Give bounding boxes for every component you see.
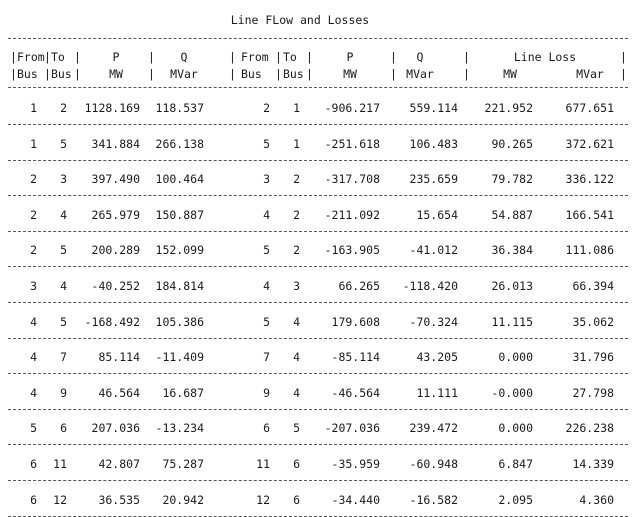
cell-loss-mw: 54.887 [491, 207, 533, 222]
cell-from-bus-2: 3 [263, 172, 270, 187]
cell-from-bus-2: 6 [263, 421, 270, 436]
cell-loss-mvar: 14.339 [572, 457, 614, 471]
cell-q-mvar-2: 239.472 [409, 421, 458, 436]
header-loss-mw: MW [503, 67, 517, 81]
column-divider: | [463, 50, 470, 64]
column-divider: | [148, 50, 155, 64]
cell-loss-mw: 26.013 [491, 279, 533, 293]
cell-p-mw-2: 66.265 [338, 279, 380, 293]
column-divider: | [10, 67, 17, 81]
cell-to-bus-2: 4 [293, 350, 300, 365]
row-divider [8, 480, 628, 481]
cell-from-bus: 4 [30, 350, 37, 365]
cell-q-mvar-2: -16.582 [409, 492, 458, 507]
cell-from-bus: 5 [30, 421, 37, 436]
cell-to-bus-2: 6 [293, 457, 300, 471]
header-line-loss: Line Loss [513, 50, 577, 64]
header-p: P [112, 50, 120, 64]
cell-p-mw-2: -207.036 [324, 421, 380, 436]
column-divider: | [275, 67, 282, 81]
cell-from-bus: 2 [30, 243, 37, 258]
cell-loss-mvar: 4.360 [579, 492, 614, 507]
column-divider: | [620, 50, 627, 64]
row-divider [8, 338, 628, 339]
header-bus: Bus [283, 67, 304, 81]
column-divider: | [74, 50, 81, 64]
cell-to-bus: 2 [60, 101, 67, 115]
cell-p-mw-2: -35.959 [331, 457, 380, 471]
cell-q-mvar-2: -70.324 [409, 314, 458, 329]
cell-p-mw: 200.289 [91, 243, 140, 258]
cell-to-bus: 4 [60, 207, 67, 222]
row-divider [8, 444, 628, 445]
cell-q-mvar-2: 559.114 [409, 101, 458, 115]
cell-from-bus: 4 [30, 314, 37, 329]
cell-to-bus: 3 [60, 172, 67, 187]
cell-loss-mvar: 372.621 [565, 136, 614, 151]
cell-loss-mw: 36.384 [491, 243, 533, 258]
cell-to-bus: 5 [60, 136, 67, 151]
header-q: Q [180, 50, 188, 64]
column-divider: | [463, 67, 470, 81]
cell-q-mvar: 152.099 [155, 243, 204, 258]
cell-from-bus-2: 12 [256, 492, 270, 507]
cell-p-mw: 36.535 [98, 492, 140, 507]
header-to-bus-2: To [283, 50, 297, 64]
row-divider [8, 124, 628, 125]
cell-p-mw-2: -317.708 [324, 172, 380, 187]
cell-q-mvar: -11.409 [155, 350, 204, 365]
cell-to-bus: 4 [60, 279, 67, 293]
header-bus: Bus [17, 67, 38, 81]
cell-p-mw: 1128.169 [84, 101, 140, 115]
cell-p-mw-2: -251.618 [324, 136, 380, 151]
cell-p-mw: 207.036 [91, 421, 140, 436]
cell-q-mvar-2: -118.420 [402, 279, 458, 293]
cell-p-mw: -40.252 [91, 279, 140, 293]
cell-to-bus-2: 2 [293, 243, 300, 258]
header-p-2: P [346, 50, 354, 64]
cell-q-mvar-2: 106.483 [409, 136, 458, 151]
cell-to-bus: 5 [60, 243, 67, 258]
cell-p-mw: 42.807 [98, 457, 140, 471]
cell-to-bus: 5 [60, 314, 67, 329]
cell-p-mw-2: -906.217 [324, 101, 380, 115]
cell-loss-mvar: 677.651 [565, 101, 614, 115]
header-q-2: Q [416, 50, 424, 64]
cell-q-mvar-2: 43.205 [416, 350, 458, 365]
cell-to-bus-2: 3 [293, 279, 300, 293]
cell-q-mvar: 16.687 [162, 385, 204, 400]
row-divider [8, 160, 628, 161]
cell-q-mvar: 118.537 [155, 101, 204, 115]
cell-p-mw: 265.979 [91, 207, 140, 222]
cell-to-bus-2: 5 [293, 421, 300, 436]
cell-loss-mvar: 66.394 [572, 279, 614, 293]
cell-q-mvar-2: -60.948 [409, 457, 458, 471]
cell-to-bus: 6 [60, 421, 67, 436]
cell-q-mvar: 184.814 [155, 279, 204, 293]
header-from-bus: From [17, 50, 45, 64]
header-mw: MW [343, 67, 357, 81]
column-divider: | [275, 50, 282, 64]
cell-to-bus-2: 2 [293, 207, 300, 222]
cell-from-bus: 2 [30, 207, 37, 222]
cell-q-mvar-2: 11.111 [416, 385, 458, 400]
cell-p-mw: -168.492 [84, 314, 140, 329]
row-divider [8, 231, 628, 232]
cell-loss-mw: 2.095 [498, 492, 533, 507]
cell-from-bus-2: 11 [256, 457, 270, 471]
row-divider [8, 195, 628, 196]
cell-q-mvar-2: -41.012 [409, 243, 458, 258]
column-divider: | [620, 67, 627, 81]
row-divider [8, 516, 628, 517]
header-from-bus-2: From [241, 50, 269, 64]
cell-loss-mw: 79.782 [491, 172, 533, 187]
column-divider: | [390, 67, 397, 81]
cell-q-mvar: 20.942 [162, 492, 204, 507]
column-divider: | [10, 50, 17, 64]
cell-loss-mw: 0.000 [498, 350, 533, 365]
cell-to-bus: 12 [53, 492, 67, 507]
cell-to-bus-2: 6 [293, 492, 300, 507]
cell-from-bus: 3 [30, 279, 37, 293]
cell-p-mw: 341.884 [91, 136, 140, 151]
cell-q-mvar: 105.386 [155, 314, 204, 329]
cell-p-mw: 397.490 [91, 172, 140, 187]
cell-from-bus-2: 5 [263, 243, 270, 258]
cell-from-bus: 6 [30, 492, 37, 507]
cell-loss-mvar: 226.238 [565, 421, 614, 436]
cell-loss-mw: 90.265 [491, 136, 533, 151]
column-divider: | [74, 67, 81, 81]
column-divider: | [390, 50, 397, 64]
column-divider: | [44, 50, 51, 64]
header-mw: MW [109, 67, 123, 81]
cell-from-bus-2: 5 [263, 314, 270, 329]
header-mvar: MVar [406, 67, 434, 81]
column-divider: | [229, 50, 236, 64]
header-loss-mvar: MVar [576, 67, 604, 81]
cell-p-mw-2: 179.608 [331, 314, 380, 329]
cell-p-mw: 85.114 [98, 350, 140, 365]
cell-from-bus-2: 9 [263, 385, 270, 400]
cell-to-bus-2: 1 [293, 136, 300, 151]
cell-loss-mw: 11.115 [491, 314, 533, 329]
column-divider: | [148, 67, 155, 81]
cell-q-mvar: 150.887 [155, 207, 204, 222]
cell-p-mw-2: -85.114 [331, 350, 380, 365]
cell-from-bus-2: 5 [263, 136, 270, 151]
row-divider [8, 302, 628, 303]
column-divider: | [306, 67, 313, 81]
cell-from-bus: 2 [30, 172, 37, 187]
table-title: Line FLow and Losses [230, 13, 370, 27]
cell-to-bus-2: 4 [293, 314, 300, 329]
column-divider: | [44, 67, 51, 81]
cell-to-bus: 9 [60, 385, 67, 400]
cell-from-bus-2: 4 [263, 279, 270, 293]
header-mvar: MVar [170, 67, 198, 81]
cell-p-mw-2: -163.905 [324, 243, 380, 258]
header-top-rule [8, 38, 628, 39]
cell-loss-mw: 0.000 [498, 421, 533, 436]
cell-from-bus-2: 4 [263, 207, 270, 222]
cell-loss-mvar: 31.796 [572, 350, 614, 365]
cell-loss-mvar: 27.798 [572, 385, 614, 400]
cell-to-bus: 7 [60, 350, 67, 365]
cell-loss-mw: -0.000 [491, 385, 533, 400]
column-divider: | [229, 67, 236, 81]
header-bus: Bus [51, 67, 72, 81]
header-bus: Bus [241, 67, 262, 81]
cell-loss-mw: 6.847 [498, 457, 533, 471]
cell-q-mvar: 75.287 [162, 457, 204, 471]
cell-q-mvar: 100.464 [155, 172, 204, 187]
cell-p-mw-2: -46.564 [331, 385, 380, 400]
row-divider [8, 409, 628, 410]
cell-to-bus-2: 4 [293, 385, 300, 400]
cell-p-mw-2: -34.440 [331, 492, 380, 507]
cell-q-mvar: -13.234 [155, 421, 204, 436]
cell-p-mw-2: -211.092 [324, 207, 380, 222]
cell-from-bus: 1 [30, 136, 37, 151]
row-divider [8, 373, 628, 374]
cell-loss-mvar: 35.062 [572, 314, 614, 329]
cell-from-bus: 6 [30, 457, 37, 471]
cell-loss-mvar: 336.122 [565, 172, 614, 187]
cell-from-bus: 4 [30, 385, 37, 400]
cell-q-mvar-2: 15.654 [416, 207, 458, 222]
cell-p-mw: 46.564 [98, 385, 140, 400]
cell-from-bus-2: 2 [263, 101, 270, 115]
cell-loss-mw: 221.952 [484, 101, 533, 115]
column-divider: | [306, 50, 313, 64]
header-to-bus: To [51, 50, 65, 64]
header-bottom-rule [8, 87, 628, 88]
cell-from-bus: 1 [30, 101, 37, 115]
cell-q-mvar-2: 235.659 [409, 172, 458, 187]
cell-to-bus-2: 2 [293, 172, 300, 187]
cell-to-bus-2: 1 [293, 101, 300, 115]
cell-loss-mvar: 111.086 [565, 243, 614, 258]
cell-to-bus: 11 [53, 457, 67, 471]
cell-q-mvar: 266.138 [155, 136, 204, 151]
row-divider [8, 266, 628, 267]
cell-loss-mvar: 166.541 [565, 207, 614, 222]
cell-from-bus-2: 7 [263, 350, 270, 365]
